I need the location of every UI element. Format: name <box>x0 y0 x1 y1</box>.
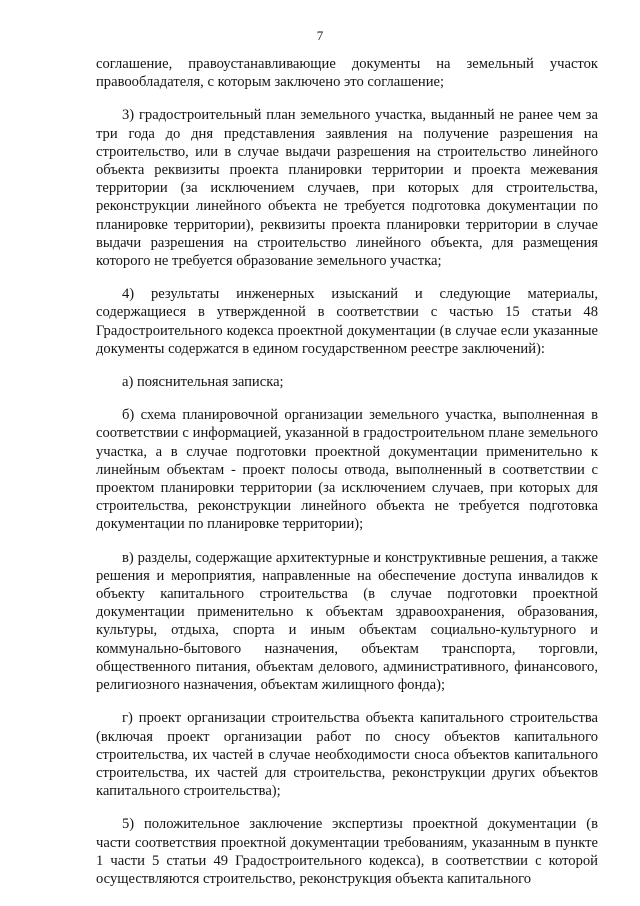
paragraph-item-3: 3) градостроительный план земельного участка, выданный не ранее чем за три года до дня представления заявления на получение разрешения на строительство, или в случае выдачи разрешения на строительство линейного объекта реквизиты проекта планировки территории и проекта межевания территории (за исключением случаев, при которых для строительства, реконструкции линейного объекта не требуется подготовка документации по планировке территории), реквизиты проекта планировки территории в случае выдачи разрешения на строительство линейного объекта, для размещения которого не требуется образование земельного участка; <box>96 107 598 270</box>
paragraph-item-4g: г) проект организации строительства объекта капитального строительства (включая проект организации работ по сносу объектов капитального строительства, их частей в случае необходимости сноса объектов капитального строительства, их частей для строительства, реконструкции других объектов капитального строительства); <box>96 710 598 800</box>
page-number: 7 <box>316 28 324 43</box>
paragraph-item-4a: а) пояснительная записка; <box>122 374 284 391</box>
paragraph-item-5: 5) положительное заключение экспертизы проектной документации (в части соответствия проектной документации требованиям, указанным в пункте 1 части 5 статьи 49 Градостроительного кодекса), в соответствии с которой осуществляются строительство, реконструкция объекта капитального <box>96 816 598 887</box>
paragraph-item-4v: в) разделы, содержащие архитектурные и конструктивные решения, а также решения и мероприятия, направленные на обеспечение доступа инвалидов к объекту капитального строительства (в случае подготовки проектной документации применительно к объектам здравоохранения, образования, культуры, отдыха, спорта и иным объектам социально-культурного и коммунально-бытового назначения, объектам транспорта, торговли, общественного питания, объектам делового, административного, финансового, религиозного назначения, объектам жилищного фонда); <box>96 549 598 694</box>
paragraph-item-4: 4) результаты инженерных изысканий и следующие материалы, содержащиеся в утвержденной в соответствии с частью 15 статьи 48 Градостроительного кодекса проектной документации (в случае если указанные документы содержатся в едином государственном реестре заключений): <box>96 286 598 357</box>
paragraph-item-4b: б) схема планировочной организации земельного участка, выполненная в соответствии с информацией, указанной в градостроительном плане земельного участка, а в случае подготовки проектной документации применительно к линейным объектам - проект полосы отвода, выполненный в соответствии с проектом планировки территории (за исключением случаев, при которых для строительства, реконструкции линейного объекта не требуется подготовка документации по планировке территории); <box>96 407 598 533</box>
paragraph-continuation: соглашение, правоустанавливающие документы на земельный участок правообладателя, с которым заключено это соглашение; <box>96 56 598 91</box>
document-body <box>96 55 598 903</box>
